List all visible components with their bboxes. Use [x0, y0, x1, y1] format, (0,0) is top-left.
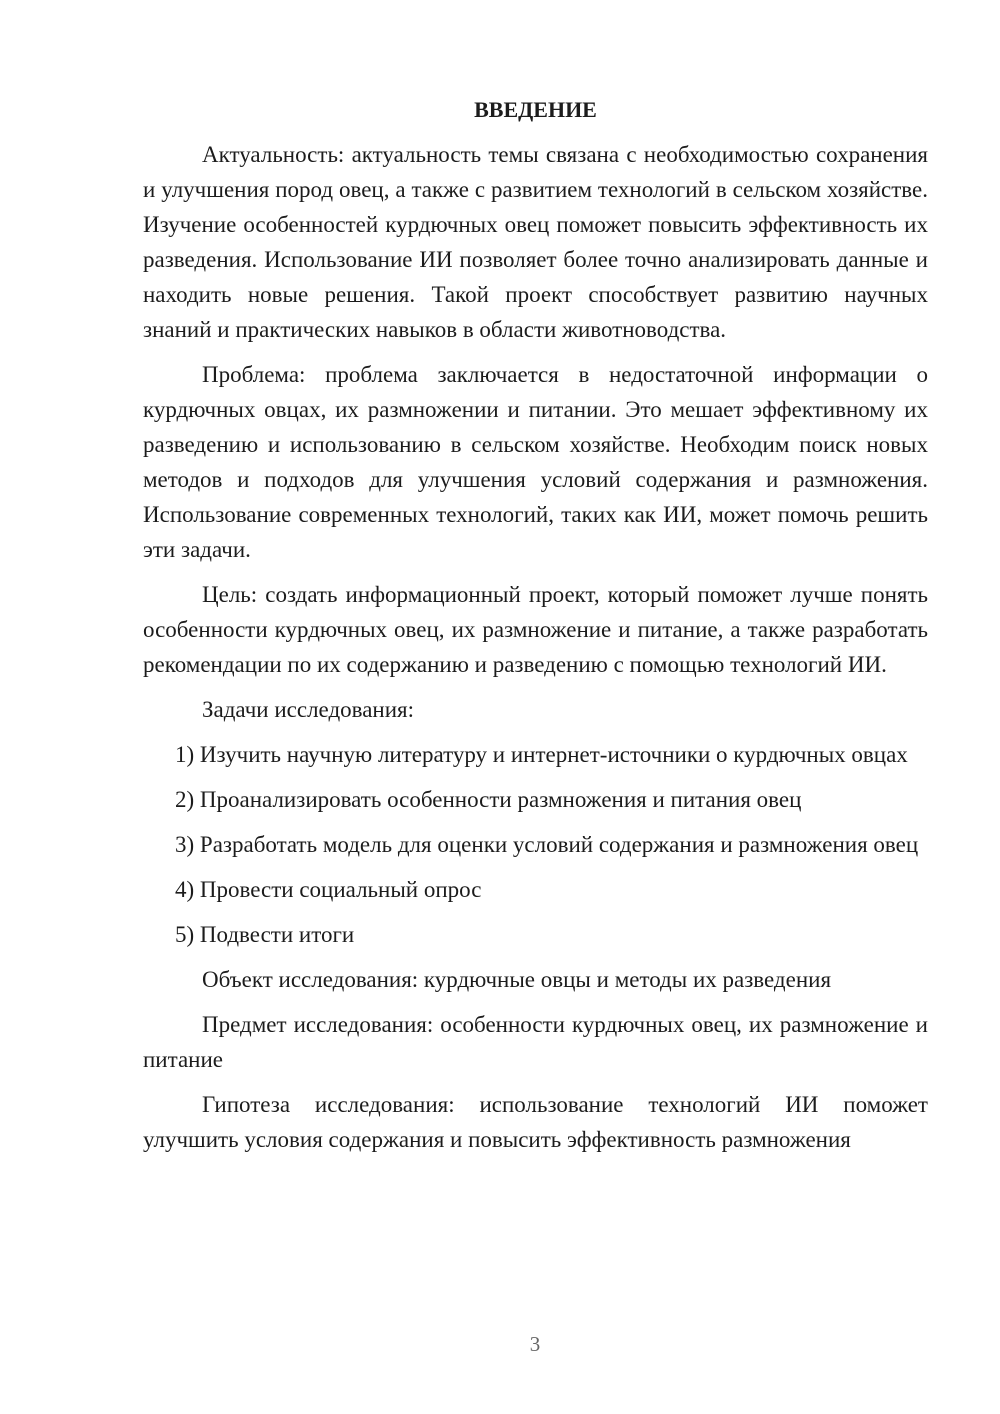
paragraph-subject: Предмет исследования: особенности курдючных овец, их размножение и питание	[143, 1012, 928, 1072]
task-item-4: 4) Провести социальный опрос	[175, 877, 482, 902]
task-item-2: 2) Проанализировать особенности размножения и питания овец	[175, 787, 802, 812]
page-number: 3	[529, 1332, 541, 1356]
page-content	[143, 95, 928, 1167]
paragraph-object: Объект исследования: курдючные овцы и методы их разведения	[202, 967, 832, 992]
task-item-5: 5) Подвести итоги	[175, 922, 355, 947]
paragraph-hypothesis: Гипотеза исследования: использование технологий ИИ поможет улучшить условия содержания и повысить эффективность размножения	[143, 1092, 928, 1152]
task-item-3: 3) Разработать модель для оценки условий содержания и размножения овец	[175, 832, 919, 857]
paragraph-goal: Цель: создать информационный проект, который поможет лучше понять особенности курдючных овец, их размножение и питание, а также разработать рекомендации по их содержанию и разведению с помощью технологий ИИ.	[143, 582, 928, 677]
section-title: ВВЕДЕНИЕ	[474, 97, 597, 122]
tasks-heading: Задачи исследования:	[202, 697, 415, 722]
paragraph-relevance: Актуальность: актуальность темы связана с необходимостью сохранения и улучшения пород овец, а также с развитием технологий в сельском хозяйстве. Изучение особенностей курдючных овец поможет повысить эффективность их разведения. Использование ИИ позволяет более точно анализировать данные и находить новые решения. Такой проект способствует развитию научных знаний и практических навыков в области животноводства.	[143, 142, 928, 342]
task-item-1: 1) Изучить научную литературу и интернет-источники о курдючных овцах	[175, 742, 908, 767]
paragraph-problem: Проблема: проблема заключается в недостаточной информации о курдючных овцах, их размножении и питании. Это мешает эффективному их разведению и использованию в сельском хозяйстве. Необходим поиск новых методов и подходов для улучшения условий содержания и размножения. Использование современных технологий, таких как ИИ, может помочь решить эти задачи.	[143, 362, 928, 562]
